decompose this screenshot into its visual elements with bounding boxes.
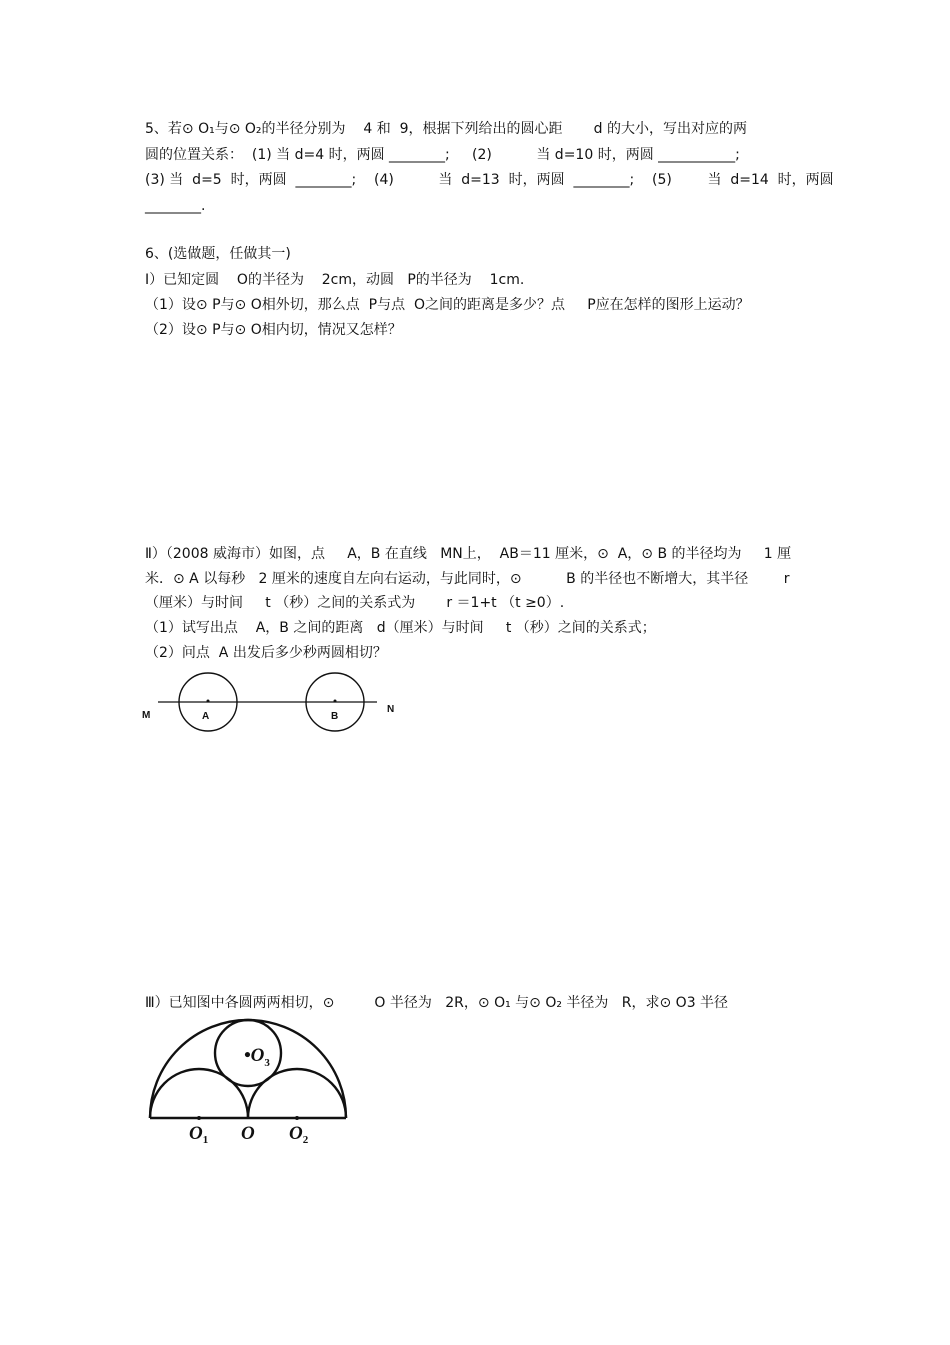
center-a-dot: [207, 700, 210, 703]
q6-part2-line-2: 米．⊙ A 以每秒 2 厘米的速度自左向右运动，与此同时，⊙ B 的半径也不断增大，其半径 r: [145, 571, 790, 587]
label-m: M: [142, 710, 151, 721]
label-o: O: [241, 1123, 255, 1144]
figure-tangent-circles: [145, 1012, 355, 1147]
q6-header: 6、(选做题，任做其一): [145, 246, 291, 262]
semicircle-o1: [150, 1069, 248, 1118]
semicircle-o2: [248, 1069, 346, 1118]
label-o1: $O_1$: [189, 1123, 209, 1146]
q6-part1-question-1: （1）设⊙ P与⊙ O相外切，那么点 P与点 O之间的距离是多少？点 P应在怎样的图形上运动？: [145, 297, 750, 313]
center-b-dot: [334, 700, 337, 703]
q6-part2-line-1: Ⅱ）（2008 威海市）如图，点 A，B 在直线 MN上， AB＝11 厘米，⊙ A，⊙ B 的半径均为 1 厘: [145, 546, 792, 562]
figure-line-mn-circles: [140, 668, 410, 738]
label-b: B: [331, 711, 339, 722]
label-o3: $•O_3$: [244, 1045, 270, 1069]
q5-line-4: ________.: [145, 198, 206, 214]
q6-part1-question-2: （2）设⊙ P与⊙ O相内切，情况又怎样？: [145, 322, 402, 338]
label-o2: $O_2$: [289, 1123, 309, 1146]
q6-part3-line-1: Ⅲ）已知图中各圆两两相切，⊙ O 半径为 2R，⊙ O₁ 与⊙ O₂ 半径为 R，求⊙ O3 半径: [145, 995, 729, 1011]
q6-part2-question-2: （2）问点 A 出发后多少秒两圆相切？: [145, 645, 387, 661]
q6-part2-line-3: （厘米）与时间 t （秒）之间的关系式为 r ＝1+t （t ≥0）.: [145, 595, 565, 611]
q5-line-2: 圆的位置关系： (1) 当 d=4 时，两圆 ________; (2) 当 d=10 时，两圆 ___________;: [145, 147, 740, 163]
q6-part1-intro: Ⅰ）已知定圆 O的半径为 2cm，动圆 P的半径为 1cm.: [145, 272, 525, 288]
q6-part2-question-1: （1）试写出点 A，B 之间的距离 d（厘米）与时间 t （秒）之间的关系式；: [145, 620, 656, 636]
big-semicircle: [150, 1020, 346, 1118]
q5-line-3: (3) 当 d=5 时，两圆 ________; (4) 当 d=13 时，两圆 ________; (5) 当 d=14 时，两圆: [145, 172, 834, 188]
label-a: A: [202, 711, 210, 722]
label-n: N: [387, 704, 395, 715]
center-o1-dot: [197, 1116, 201, 1120]
center-o2-dot: [295, 1116, 299, 1120]
q5-line-1: 5、若⊙ O₁与⊙ O₂的半径分别为 4 和 9，根据下列给出的圆心距 d 的大小，写出对应的两: [145, 121, 747, 137]
